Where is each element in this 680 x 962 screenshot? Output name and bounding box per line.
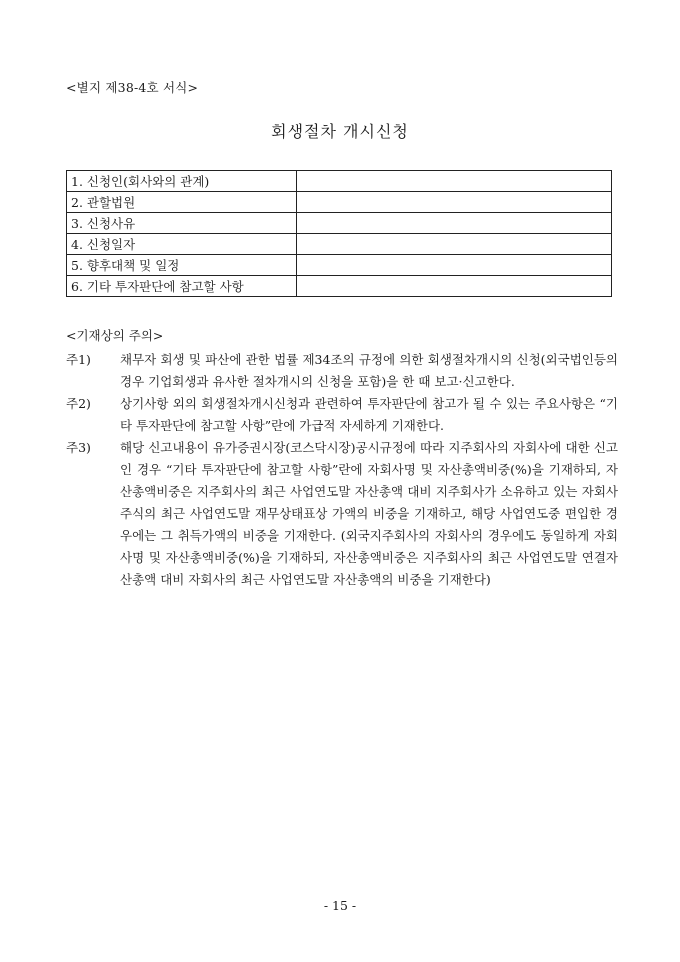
row-label: 4. 신청일자: [67, 234, 297, 255]
note-number: 주3): [66, 440, 91, 455]
row-label: 6. 기타 투자판단에 참고할 사항: [67, 276, 297, 297]
row-value-field[interactable]: [297, 192, 612, 213]
note-number: 주1): [66, 352, 91, 367]
row-label: 3. 신청사유: [67, 213, 297, 234]
application-form-table: [66, 170, 612, 297]
table-row: [67, 234, 612, 255]
row-label: 5. 향후대책 및 일정: [67, 255, 297, 276]
row-label: 2. 관할법원: [67, 192, 297, 213]
table-row: [67, 255, 612, 276]
table-row: [67, 192, 612, 213]
table-row: [67, 276, 612, 297]
document-title: 회생절차 개시신청: [271, 122, 409, 141]
filing-notes: [66, 325, 618, 591]
row-label: 1. 신청인(회사와의 관계): [67, 171, 297, 192]
form-reference: <별지 제38-4호 서식>: [66, 80, 199, 95]
table-row: [67, 171, 612, 192]
note-text: 상기사항 외의 회생절차개시신청과 관련하여 투자판단에 참고가 될 수 있는 주요사항은 “기타 투자판단에 참고할 사항”란에 가급적 자세하게 기재한다.: [120, 396, 618, 433]
note-text: 채무자 회생 및 파산에 관한 법률 제34조의 규정에 의한 회생절차개시의 신청(외국법인등의 경우 기업회생과 유사한 절차개시의 신청을 포함)을 한 때 보고·신고한다.: [120, 352, 618, 389]
note-number: 주2): [66, 396, 91, 411]
row-value-field[interactable]: [297, 171, 612, 192]
row-value-field[interactable]: [297, 276, 612, 297]
note-text: 해당 신고내용이 유가증권시장(코스닥시장)공시규정에 따라 지주회사의 자회사에 대한 신고인 경우 “기타 투자판단에 참고할 사항”란에 자회사명 및 자산총액비중(%)을 기재하되, 자산총액비중은 지주회사의 최근 사업연도말 자산총액 대비 지주회사가 소유하고 있는 자회사주식의 최근 사업연도말 재무상태표상 가액의 비중을 기재하고, 해당 사업연도중 편입한 경우에는 그 취득가액의 비중을 기재한다. (외국지주회사의 자회사의 경우에도 동일하게 자회사명 및 자산총액비중(%)을 기재하되, 자산총액비중은 지주회사의 최근 사업연도말 연결자산총액 대비 자회사의 최근 사업연도말 자산총액의 비중을 기재한다): [120, 440, 618, 587]
table-row: [67, 213, 612, 234]
notes-heading: <기재상의 주의>: [66, 328, 164, 343]
row-value-field[interactable]: [297, 234, 612, 255]
note-item: [66, 349, 618, 393]
row-value-field[interactable]: [297, 255, 612, 276]
page-number: - 15 -: [323, 898, 357, 913]
note-item: [66, 393, 618, 437]
row-value-field[interactable]: [297, 213, 612, 234]
note-item: [66, 437, 618, 591]
